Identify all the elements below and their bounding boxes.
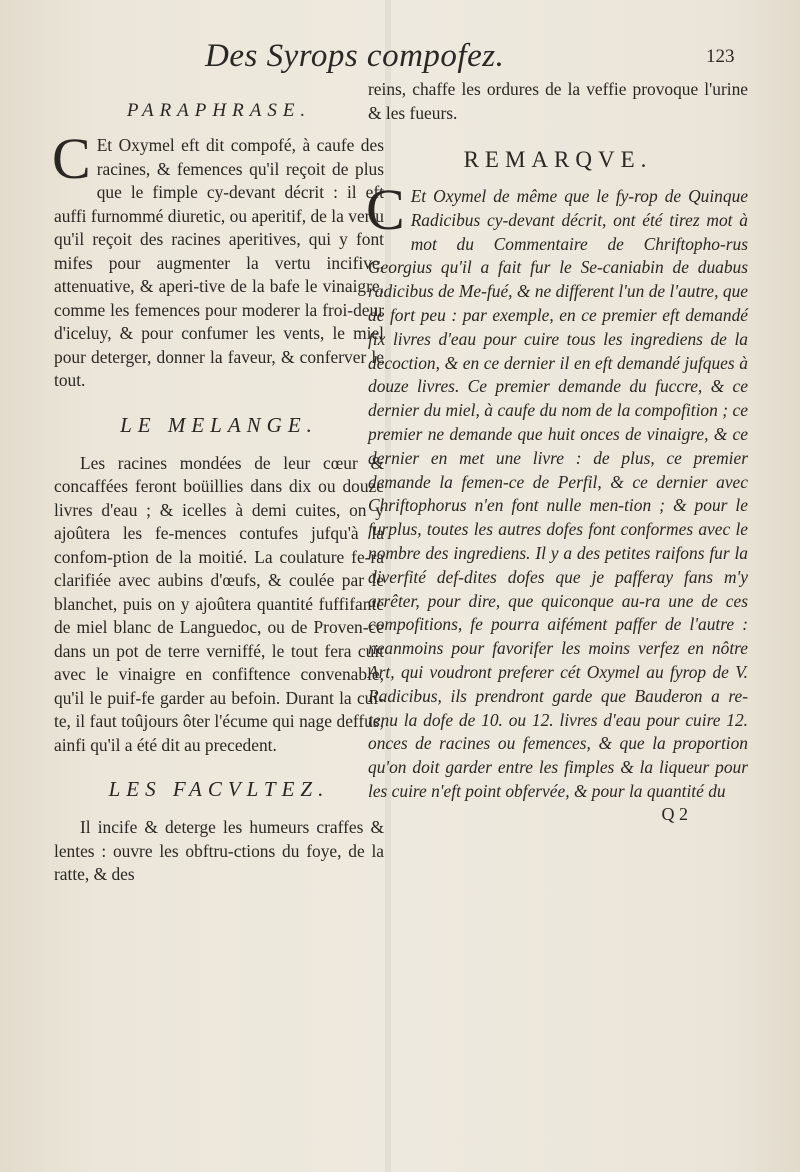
left-column — [54, 100, 384, 887]
melange-paragraph: Les racines mondées de leur cœur & concaffées feront boüillies dans dix ou douze livres d'eau ; & icelles à demi cuites, on y ajoûtera les fe-mences contufes jufqu'à la confom-ption de la moitié. La coulature fe-ra clarifiée avec aubins d'œufs, & coulée par le blanchet, puis on y ajoûtera quantité fuffifante de miel blanc de Languedoc, ou de Proven-ce dans un pot de terre verniffé, le tout fera cuit avec le vinaigre en confiftence convenable, qu'il le puif-fe garder au befoin. Durant la cui-te, il faut toûjours ôter l'écume qui nage deffus, ainfi qu'il a été dit au precedent. — [54, 452, 384, 755]
heading-melange: LE MELANGE. — [120, 412, 318, 437]
remarque-paragraph — [366, 177, 748, 804]
heading-facultez: LES FACVLTEZ. — [108, 777, 330, 801]
running-title: Des Syrops compofez. — [205, 38, 505, 74]
paraphrase-text: Et Oxymel eft dit compofé, à caufe des racines, & femences qu'il reçoit de plus que le fimple cy-devant décrit : il eft auffi furnommé diuretic, ou aperitif, de la vertu qu'il reçoit des racines aperitives, qui y font mifes pour augmenter la vertu incifive, attenuative, & aperi-tive de la bafe le vinaigre, comme les femences pour moderer la froi-deur d'iceluy, & pour confumer les vents, le miel pour deterger, donner la faveur, & conferver le tout. — [54, 135, 384, 390]
heading-remarque: REMARQVE. — [463, 147, 653, 172]
page-number: 123 — [706, 46, 735, 67]
continued-paragraph: reins, chaffe les ordures de la veffie provoque l'urine & les fueurs. — [368, 79, 748, 123]
drop-cap-remarque: C — [366, 177, 405, 242]
facultez-paragraph: Il incife & deterge les humeurs craffes & lentes : ouvre les obftru-ctions du foye, de la ratte, & des — [54, 817, 384, 884]
heading-paraphrase: PARAPHRASE. — [126, 100, 312, 121]
catchword: Q 2 — [661, 803, 688, 824]
paraphrase-paragraph — [52, 126, 384, 393]
right-column — [368, 78, 748, 825]
running-head — [0, 36, 800, 76]
drop-cap: C — [52, 126, 91, 191]
remarque-text: Et Oxymel de même que le fy-rop de Quinque Radicibus cy-devant décrit, ont été tirez mot à mot du Commentaire de Chriftopho-rus Georgius qu'il a fait fur le Se-caniabin de duabus radicibus de Me-fué, & ne different l'un de l'autre, que de fort peu : par exemple, en ce premier eft demandé fix livres d'eau pour cuire tous les ingrediens de la decoction, & en ce dernier il en eft demandé jufques à douze livres. Ce premier demande du fuccre, & ce dernier du miel, à caufe du nom de la compofition ; ce premier ne demande que huit onces de vinaigre, & ce dernier en met une livre : de plus, ce premier demande la femen-ce de Perfil, & ce dernier avec Chriftophorus n'en font nulle men-tion ; & pour le furplus, toutes les autres dofes font conformes avec le nombre des ingrediens. Il y a des petites raifons fur la diverfité def-dites dofes que je pafferay fans m'y arrêter, pour dire, que quiconque au-ra une de ces compofitions, fe pourra aifément paffer de l'autre : neanmoins pour favorifer les moins verfez en nôtre Art, qui voudront preferer cét Oxymel au fyrop de V. Radicibus, ils prendront garde que Bauderon a re-tenu la dofe de 10. ou 12. livres d'eau pour cuire 12. onces de racines ou femences, & que la proportion qu'on doit garder entre les fimples & la liqueur pour les cuire n'eft point obfervée, & pour la quantité du — [368, 186, 748, 801]
